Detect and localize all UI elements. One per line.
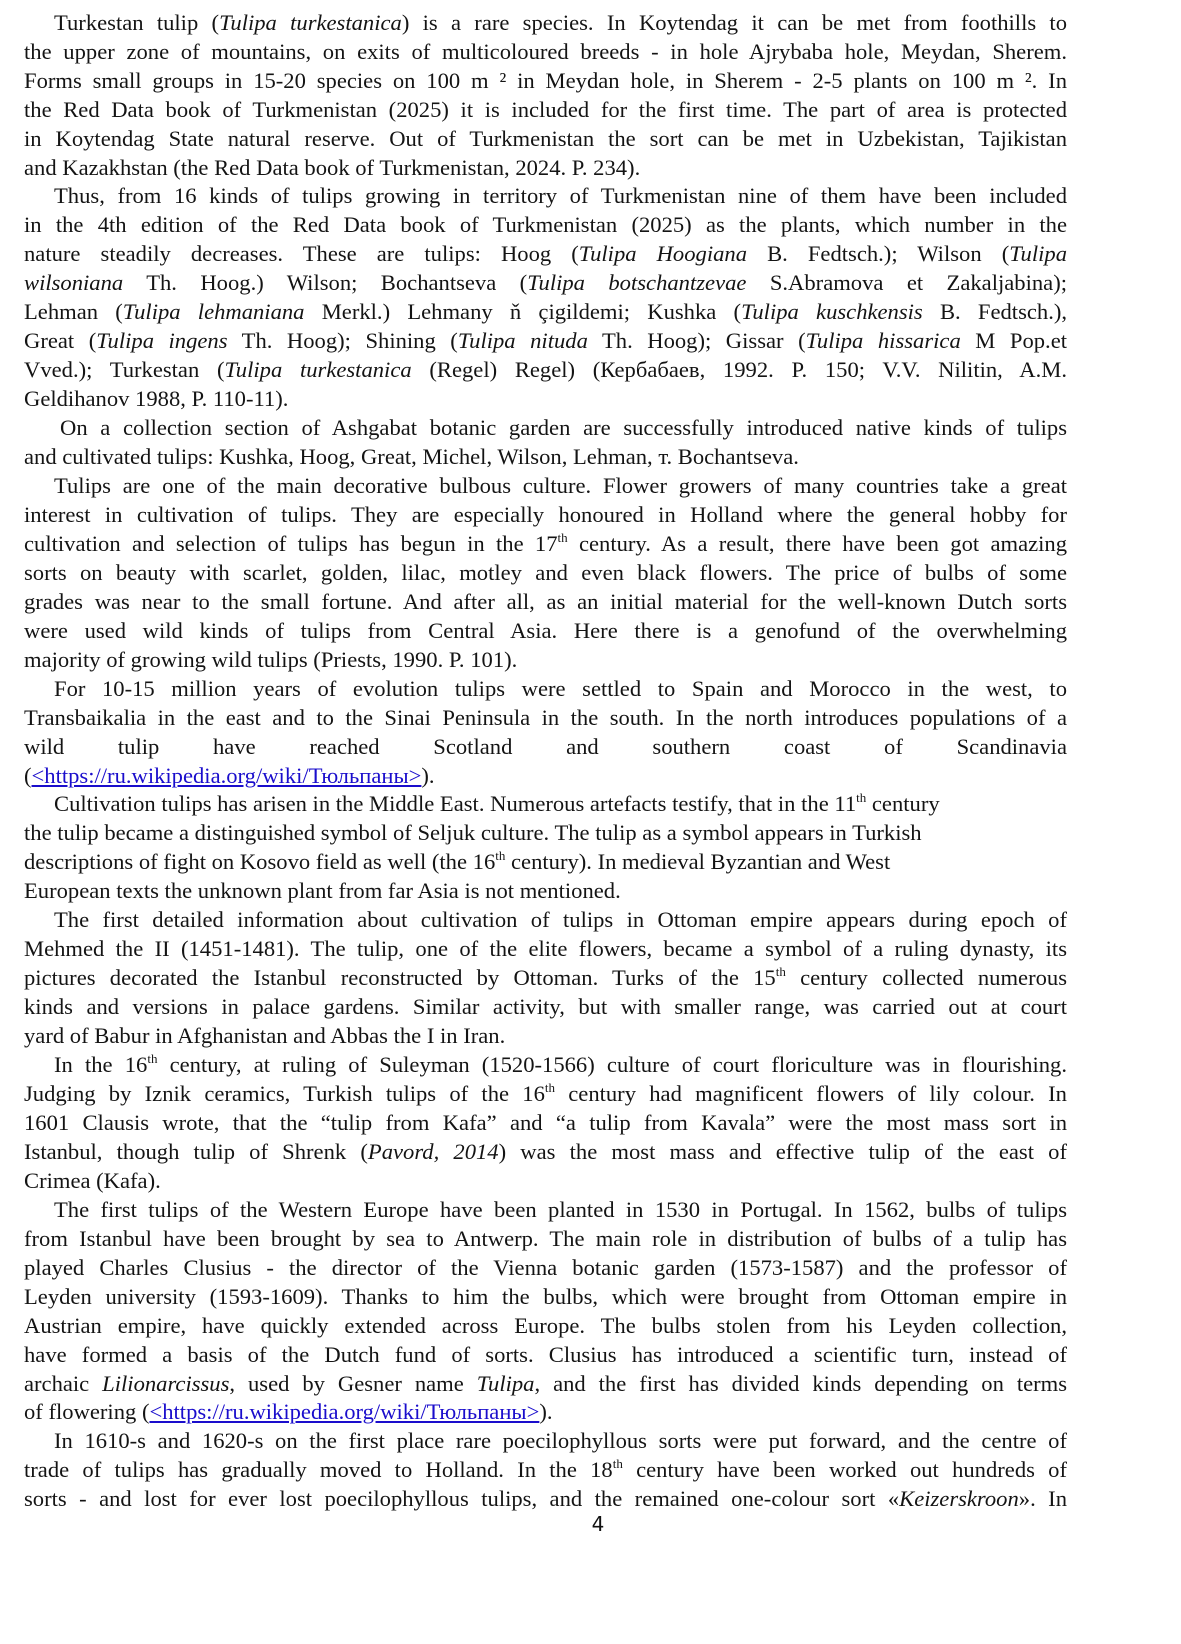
superscript: th bbox=[147, 1051, 158, 1066]
text-segment: (Regel) Regel) (Кербабаев, 1992. P. 150; V.V. Nilitin, A.M. bbox=[411, 357, 1067, 382]
text-segment: , and the first has divided kinds depending on terms bbox=[534, 1371, 1067, 1396]
italic-text: wilsoniana bbox=[24, 270, 124, 295]
text-segment: For 10-15 million years of evolution tulips were settled to Spain and Morocco in the west, to bbox=[54, 676, 1067, 701]
text-segment: Forms small groups in 15-20 species on 100 m ² in Meydan hole, in Sherem - 2-5 plants on 100 m ². In bbox=[24, 68, 1067, 93]
text-line bbox=[24, 181, 1067, 210]
italic-text: Tulipa ingens bbox=[96, 328, 228, 353]
text-line bbox=[24, 1079, 1067, 1108]
text-line bbox=[24, 66, 1067, 95]
text-segment: from Istanbul have been brought by sea to Antwerp. The main role in distribution of bulbs of a tulip has bbox=[24, 1226, 1067, 1251]
text-line bbox=[24, 1282, 1067, 1311]
text-line bbox=[24, 471, 1067, 500]
text-segment: Tulips are one of the main decorative bulbous culture. Flower growers of many countries take a great bbox=[54, 473, 1067, 498]
text-line bbox=[24, 761, 1067, 790]
page-number: 4 bbox=[591, 1512, 605, 1536]
text-segment: pictures decorated the Istanbul reconstructed by Ottoman. Turks of the 15 bbox=[24, 965, 776, 990]
text-line bbox=[24, 818, 1067, 847]
text-segment: In 1610-s and 1620-s on the first place rare poecilophyllous sorts were put forward, and the centre of bbox=[54, 1428, 1067, 1453]
text-line bbox=[24, 442, 1067, 471]
text-segment: Geldihanov 1988, P. 110-11). bbox=[24, 386, 289, 411]
text-segment: the upper zone of mountains, on exits of multicoloured breeds - in hole Ajrybaba hole, Meydan, Sherem. bbox=[24, 39, 1067, 64]
italic-text: Tulipa botschantzevae bbox=[527, 270, 747, 295]
text-segment: Thus, from 16 kinds of tulips growing in territory of Turkmenistan nine of them have been included bbox=[54, 183, 1067, 208]
text-line bbox=[24, 1021, 1067, 1050]
text-line bbox=[24, 558, 1067, 587]
text-line bbox=[24, 963, 1067, 992]
text-segment: kinds and versions in palace gardens. Similar activity, but with smaller range, was carried out at court bbox=[24, 994, 1067, 1019]
text-segment: in Koytendag State natural reserve. Out of Turkmenistan the sort can be met in Uzbekistan, Tajikistan bbox=[24, 126, 1067, 151]
text-line bbox=[24, 934, 1067, 963]
text-segment: yard of Babur in Afghanistan and Abbas the I in Iran. bbox=[24, 1023, 506, 1048]
text-segment: S.Abramova et Zakaljabina); bbox=[746, 270, 1067, 295]
text-line bbox=[24, 587, 1067, 616]
text-line bbox=[24, 1340, 1067, 1369]
text-segment: B. Fedtsch.), bbox=[922, 299, 1067, 324]
text-segment: century. As a result, there have been got amazing bbox=[567, 531, 1067, 556]
text-segment: Th. Hoog.) Wilson; Bochantseva ( bbox=[123, 270, 528, 295]
text-line bbox=[24, 384, 1067, 413]
text-segment: century bbox=[866, 791, 940, 816]
text-segment: In the 16 bbox=[54, 1052, 148, 1077]
text-line bbox=[24, 1224, 1067, 1253]
text-segment: and cultivated tulips: Kushka, Hoog, Great, Michel, Wilson, Lehman, т. Bochantseva. bbox=[24, 444, 799, 469]
text-line bbox=[24, 1484, 1067, 1513]
text-segment: ». In bbox=[1018, 1486, 1067, 1511]
italic-text: Tulipa kuschkensis bbox=[741, 299, 923, 324]
italic-text: Tulipa turkestanica bbox=[219, 10, 402, 35]
text-segment: , used by Gesner name bbox=[229, 1371, 477, 1396]
text-line bbox=[24, 1137, 1067, 1166]
text-segment: century have been worked out hundreds of bbox=[622, 1457, 1067, 1482]
italic-text: Tulipa hissarica bbox=[805, 328, 961, 353]
text-segment: were used wild kinds of tulips from Central Asia. Here there is a genofund of the overwhelming bbox=[24, 618, 1067, 643]
text-segment: century had magnificent flowers of lily colour. In bbox=[555, 1081, 1067, 1106]
text-line bbox=[24, 37, 1067, 66]
text-line bbox=[24, 876, 1067, 905]
text-segment: played Charles Clusius - the director of the Vienna botanic garden (1573-1587) and the professor of bbox=[24, 1255, 1067, 1280]
text-segment: ). bbox=[539, 1399, 553, 1424]
text-segment: ) was the most mass and effective tulip of the east of bbox=[498, 1139, 1067, 1164]
text-segment: ) is a rare species. In Koytendag it can be met from foothills to bbox=[401, 10, 1067, 35]
text-line bbox=[24, 905, 1067, 934]
text-line bbox=[24, 297, 1067, 326]
text-segment: century). In medieval Byzantian and West bbox=[505, 849, 891, 874]
text-segment: century, at ruling of Suleyman (1520-1566) culture of court floriculture was in flourishing. bbox=[157, 1052, 1067, 1077]
text-segment: Leyden university (1593-1609). Thanks to him the bulbs, which were brought from Ottoman empire in bbox=[24, 1284, 1067, 1309]
italic-text: Pavord, 2014 bbox=[367, 1139, 499, 1164]
text-line bbox=[24, 1195, 1067, 1224]
text-line bbox=[24, 1397, 1067, 1426]
text-line bbox=[24, 703, 1067, 732]
text-segment: B. Fedtsch.); Wilson ( bbox=[747, 241, 1010, 266]
text-segment: in the 4th edition of the Red Data book of Turkmenistan (2025) as the plants, which number in the bbox=[24, 212, 1067, 237]
wikipedia-link[interactable]: <https://ru.wikipedia.org/wiki/Тюльпаны> bbox=[31, 763, 422, 788]
text-line bbox=[24, 413, 1067, 442]
text-line bbox=[24, 326, 1067, 355]
text-line bbox=[24, 1166, 1067, 1195]
text-segment: 1601 Clausis wrote, that the “tulip from Kafa” and “a tulip from Kavala” were the most mass sort in bbox=[24, 1110, 1067, 1135]
text-segment: Judging by Iznik ceramics, Turkish tulips of the 16 bbox=[24, 1081, 545, 1106]
text-line bbox=[24, 8, 1067, 37]
text-line bbox=[24, 355, 1067, 384]
text-segment: the Red Data book of Turkmenistan (2025) it is included for the first time. The part of area is protected bbox=[24, 97, 1067, 122]
italic-text: Tulipa nituda bbox=[457, 328, 588, 353]
italic-text: Lilionarcissus bbox=[102, 1371, 230, 1396]
text-line bbox=[24, 616, 1067, 645]
text-segment: Merkl.) Lehmany ň çigildemi; Kushka ( bbox=[304, 299, 742, 324]
text-segment: interest in cultivation of tulips. They are especially honoured in Holland where the general hobby for bbox=[24, 502, 1067, 527]
text-segment: The first detailed information about cultivation of tulips in Ottoman empire appears during epoch of bbox=[54, 907, 1067, 932]
text-segment: of flowering ( bbox=[24, 1399, 150, 1424]
text-segment: the tulip became a distinguished symbol of Seljuk culture. The tulip as a symbol appears in Turkish bbox=[24, 820, 922, 845]
superscript: th bbox=[557, 530, 568, 545]
text-line bbox=[24, 1369, 1067, 1398]
text-segment: grades was near to the small fortune. And after all, as an initial material for the well-known Dutch sorts bbox=[24, 589, 1067, 614]
text-segment: descriptions of fight on Kosovo field as well (the 16 bbox=[24, 849, 496, 874]
text-segment: sorts - and lost for ever lost poecilophyllous tulips, and the remained one-colour sort « bbox=[24, 1486, 900, 1511]
text-line bbox=[24, 1253, 1067, 1282]
text-line bbox=[24, 210, 1067, 239]
italic-text: Tulipa turkestanica bbox=[224, 357, 412, 382]
text-line bbox=[24, 1311, 1067, 1340]
text-line bbox=[24, 1426, 1067, 1455]
text-line bbox=[24, 847, 1067, 876]
italic-text: Tulipa Hoogiana bbox=[578, 241, 747, 266]
text-segment: trade of tulips has gradually moved to Holland. In the 18 bbox=[24, 1457, 613, 1482]
text-line bbox=[24, 992, 1067, 1021]
text-segment: Th. Hoog); Gissar ( bbox=[587, 328, 806, 353]
text-line bbox=[24, 124, 1067, 153]
text-segment: century collected numerous bbox=[785, 965, 1067, 990]
text-line bbox=[24, 153, 1067, 182]
text-line bbox=[24, 239, 1067, 268]
text-segment: Turkestan tulip ( bbox=[54, 10, 220, 35]
text-segment: M Pop.et bbox=[960, 328, 1067, 353]
text-segment: sorts on beauty with scarlet, golden, lilac, motley and even black flowers. The price of bulbs of some bbox=[24, 560, 1067, 585]
text-segment: archaic bbox=[24, 1371, 103, 1396]
text-segment: nature steadily decreases. These are tulips: Hoog ( bbox=[24, 241, 579, 266]
text-line bbox=[24, 789, 1067, 818]
text-segment: Mehmed the II (1451-1481). The tulip, one of the elite flowers, became a symbol of a ruling dynasty, its bbox=[24, 936, 1067, 961]
text-segment: and Kazakhstan (the Red Data book of Turkmenistan, 2024. P. 234). bbox=[24, 155, 641, 180]
text-segment: Th. Hoog); Shining ( bbox=[227, 328, 458, 353]
text-line bbox=[24, 95, 1067, 124]
text-segment: Great ( bbox=[24, 328, 97, 353]
text-segment: Istanbul, though tulip of Shrenk ( bbox=[24, 1139, 368, 1164]
text-segment: Crimea (Kafa). bbox=[24, 1168, 161, 1193]
text-line bbox=[24, 268, 1067, 297]
wikipedia-link[interactable]: <https://ru.wikipedia.org/wiki/Тюльпаны> bbox=[149, 1399, 540, 1424]
superscript: th bbox=[612, 1456, 623, 1471]
superscript: th bbox=[775, 964, 786, 979]
text-segment: majority of growing wild tulips (Priests, 1990. P. 101). bbox=[24, 647, 518, 672]
text-line bbox=[24, 645, 1067, 674]
text-line bbox=[24, 529, 1067, 558]
text-line bbox=[24, 732, 1067, 761]
text-segment: European texts the unknown plant from far Asia is not mentioned. bbox=[24, 878, 621, 903]
superscript: th bbox=[495, 848, 506, 863]
text-segment: Austrian empire, have quickly extended across Europe. The bulbs stolen from his Leyden collection, bbox=[24, 1313, 1067, 1338]
italic-text: Tulipa bbox=[476, 1371, 535, 1396]
superscript: th bbox=[544, 1080, 555, 1095]
text-segment: ). bbox=[421, 763, 435, 788]
text-segment: have formed a basis of the Dutch fund of sorts. Clusius has introduced a scientific turn, instead of bbox=[24, 1342, 1067, 1367]
text-line bbox=[24, 1455, 1067, 1484]
text-segment: On a collection section of Ashgabat botanic garden are successfully introduced native kinds of tulips bbox=[60, 415, 1067, 440]
italic-text: Tulipa bbox=[1009, 241, 1067, 266]
text-line bbox=[24, 674, 1067, 703]
superscript: th bbox=[856, 790, 867, 805]
text-segment: Transbaikalia in the east and to the Sinai Peninsula in the south. In the north introduces populations of a bbox=[24, 705, 1067, 730]
text-segment: ( bbox=[24, 763, 32, 788]
italic-text: Tulipa lehmaniana bbox=[122, 299, 305, 324]
text-segment: Lehman ( bbox=[24, 299, 123, 324]
text-line bbox=[24, 500, 1067, 529]
text-segment: cultivation and selection of tulips has begun in the 17 bbox=[24, 531, 558, 556]
text-line bbox=[24, 1050, 1067, 1079]
text-segment: Cultivation tulips has arisen in the Middle East. Numerous artefacts testify, that in the 11 bbox=[54, 791, 857, 816]
text-segment: wild tulip have reached Scotland and southern coast of Scandinavia bbox=[24, 734, 1067, 759]
text-line bbox=[24, 1108, 1067, 1137]
text-segment: The first tulips of the Western Europe have been planted in 1530 in Portugal. In 1562, bulbs of tulips bbox=[54, 1197, 1067, 1222]
italic-text: Keizerskroon bbox=[899, 1486, 1019, 1511]
text-segment: Vved.); Turkestan ( bbox=[24, 357, 225, 382]
